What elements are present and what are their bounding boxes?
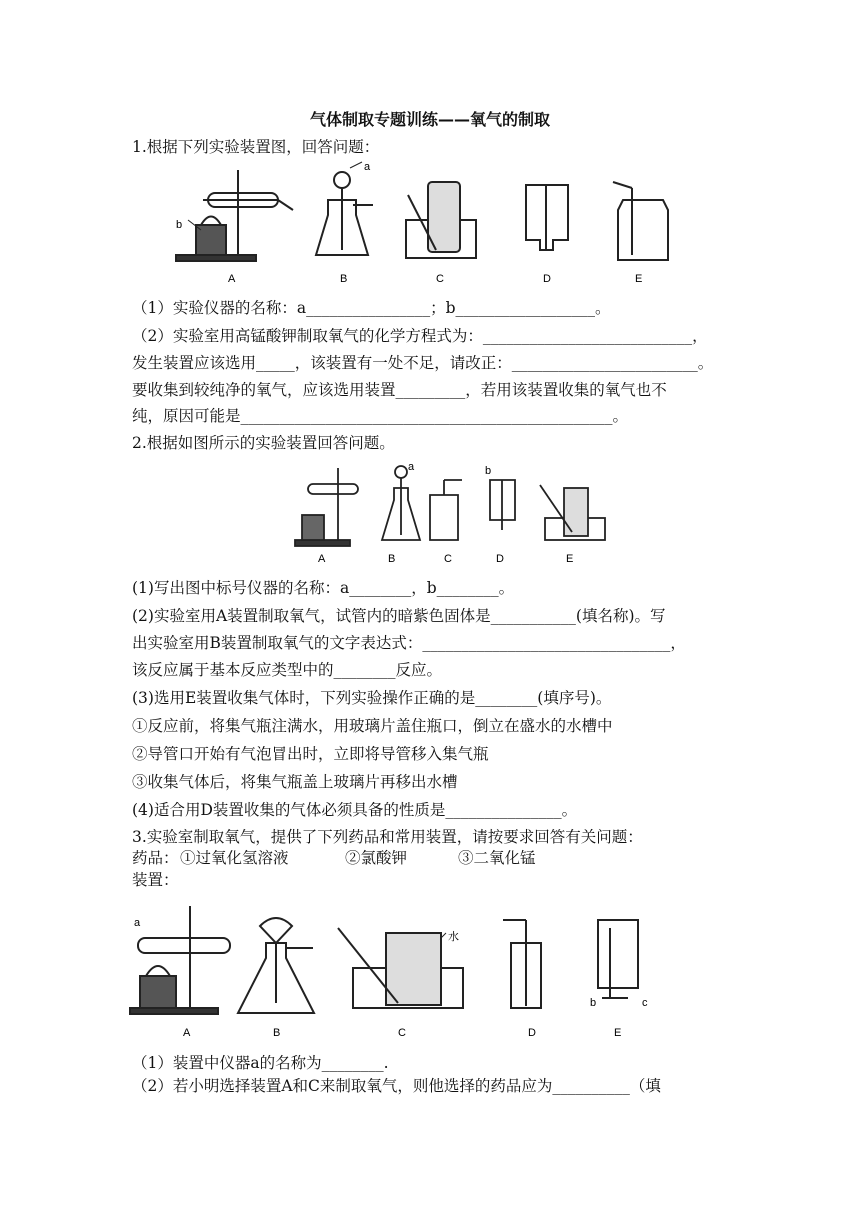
q2-part4: 该反应属于基本反应类型中的________反应。 — [132, 661, 443, 679]
q1-fig-mark-a: a — [364, 161, 371, 173]
q2-option1: ①反应前，将集气瓶注满水，用玻璃片盖住瓶口，倒立在盛水的水槽中 — [132, 717, 613, 735]
q3-fig-mark-b: b — [590, 997, 597, 1009]
q3-fig-label-e: E — [614, 1027, 622, 1039]
q2-option3: ③收集气体后，将集气瓶盖上玻璃片再移出水槽 — [132, 773, 458, 791]
q2-fig-label-b: B — [388, 553, 396, 565]
q3-part1: （1）装置中仪器a的名称为________. — [132, 1054, 389, 1072]
q1-part4: 要收集到较纯净的氧气，应该选用装置_________，若用该装置收集的氧气也不 — [132, 381, 667, 399]
page-title: 气体制取专题训练——氧气的制取 — [309, 110, 550, 129]
q3-fig-mark-a: a — [134, 917, 141, 929]
q3-drug-2: ②氯酸钾 — [345, 849, 408, 867]
q2-part3: 出实验室用B装置制取氧气的文字表达式：________________________________， — [132, 634, 686, 652]
q3-part2: （2）若小明选择装置A和C来制取氧气，则他选择的药品应为__________（填 — [132, 1077, 661, 1095]
q3-fig-label-c: C — [398, 1027, 406, 1039]
q3-stem: 3.实验室制取氧气，提供了下列药品和常用装置，请按要求回答有关问题： — [132, 828, 643, 846]
q3-apparatus-label: 装置： — [132, 871, 179, 889]
q3-fig-mark-water: 水 — [448, 931, 459, 943]
q2-part5: (3)选用E装置收集气体时，下列实验操作正确的是________(填序号)。 — [132, 689, 612, 707]
q2-apparatus-figure — [290, 460, 620, 570]
q1-apparatus-figure — [168, 160, 678, 290]
q1-part3: 发生装置应该选用_____，该装置有一处不足，请改正：________________________。 — [132, 354, 714, 372]
q2-fig-label-c: C — [444, 553, 452, 565]
q3-fig-label-b: B — [273, 1027, 281, 1039]
q2-fig-mark-b: b — [485, 465, 492, 477]
q3-fig-mark-c: c — [642, 997, 648, 1009]
q3-drug-3: ③二氧化锰 — [458, 849, 536, 867]
q2-fig-label-a: A — [318, 553, 326, 565]
q1-fig-label-b: B — [340, 273, 348, 285]
q3-apparatus-figure — [128, 898, 668, 1043]
q2-fig-mark-a: a — [408, 461, 415, 473]
q1-fig-label-c: C — [436, 273, 444, 285]
q2-part6: (4)适合用D装置收集的气体必须具备的性质是_______________。 — [132, 801, 578, 819]
q1-part1: （1）实验仪器的名称：a________________；b__________________。 — [132, 299, 611, 317]
q3-fig-label-a: A — [183, 1027, 191, 1039]
q1-fig-label-a: A — [228, 273, 236, 285]
q2-part2: (2)实验室用A装置制取氧气，试管内的暗紫色固体是___________(填名称)。写 — [132, 607, 666, 625]
q1-stem: 1.根据下列实验装置图，回答问题： — [132, 138, 380, 156]
q2-option2: ②导管口开始有气泡冒出时，立即将导管移入集气瓶 — [132, 745, 489, 763]
q2-stem: 2.根据如图所示的实验装置回答问题。 — [132, 434, 395, 452]
q1-part2: （2）实验室用高锰酸钾制取氧气的化学方程式为：___________________________， — [132, 327, 708, 345]
q3-fig-label-d: D — [528, 1027, 536, 1039]
q2-part1: (1)写出图中标号仪器的名称：a________，b________。 — [132, 579, 515, 597]
q1-part5: 纯，原因可能是________________________________________________。 — [132, 407, 629, 425]
q1-fig-label-e: E — [635, 273, 643, 285]
q3-drug-1: ①过氧化氢溶液 — [180, 849, 289, 867]
q1-fig-label-d: D — [543, 273, 551, 285]
q2-fig-label-e: E — [566, 553, 574, 565]
q3-drugs-label: 药品： — [132, 849, 179, 867]
q1-fig-mark-b: b — [176, 219, 183, 231]
q2-fig-label-d: D — [496, 553, 504, 565]
